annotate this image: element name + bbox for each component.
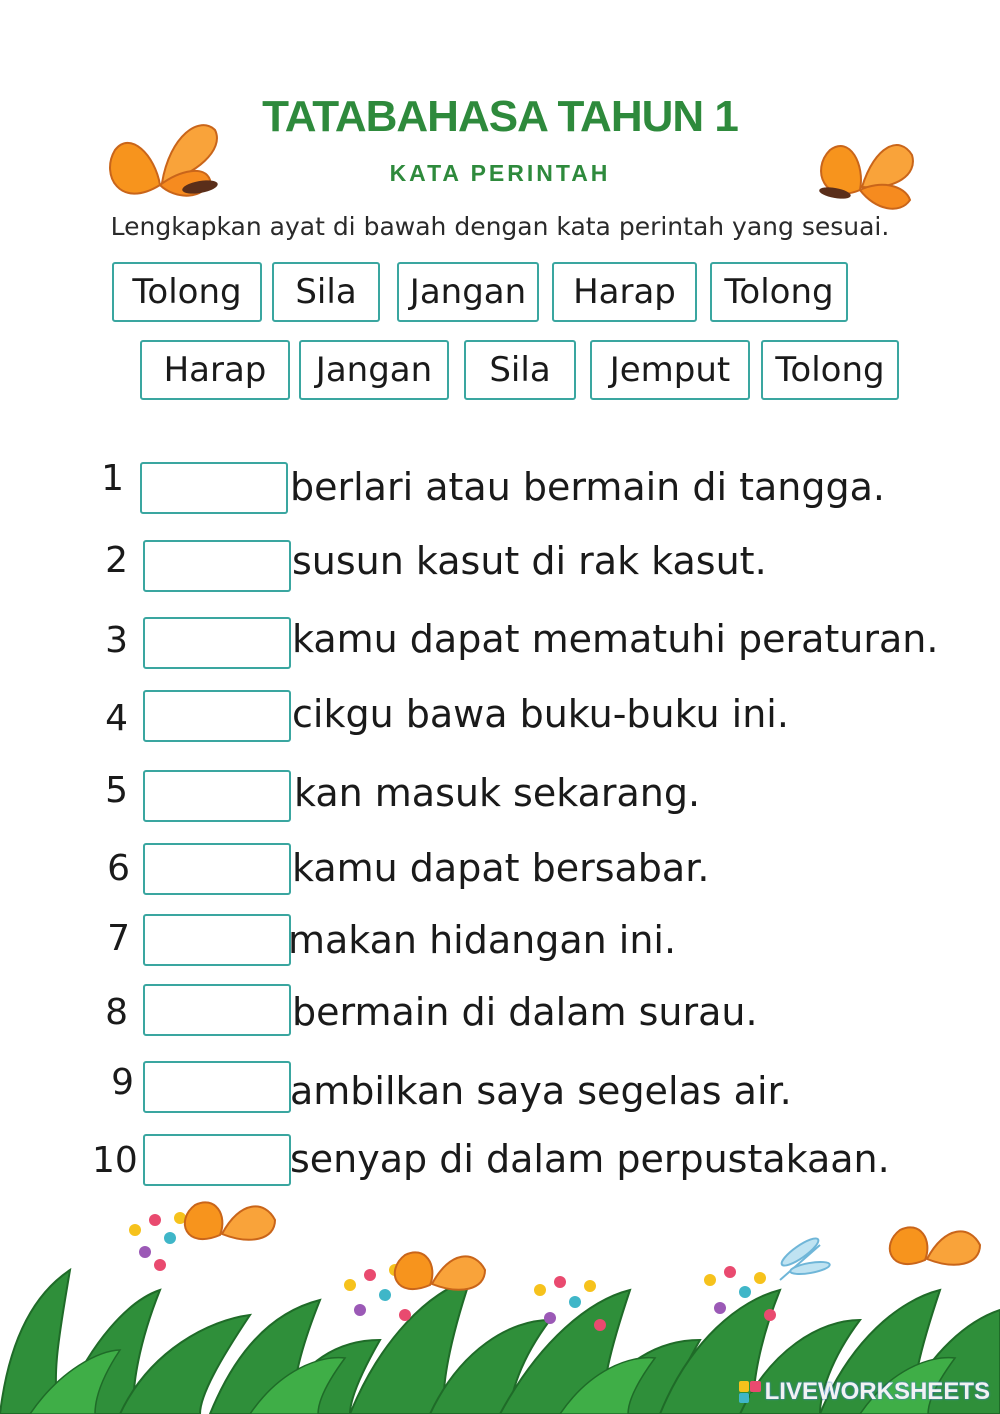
word-bank-item[interactable]: Jemput [590, 340, 750, 400]
answer-input[interactable] [143, 617, 291, 669]
question-number: 9 [111, 1062, 134, 1103]
question-number: 3 [105, 620, 128, 661]
answer-input[interactable] [143, 540, 291, 592]
question-number: 1 [101, 458, 124, 499]
word-bank-item[interactable]: Tolong [112, 262, 262, 322]
question-text: senyap di dalam perpustakaan. [290, 1137, 890, 1181]
liveworksheets-watermark [739, 1378, 990, 1406]
word-bank-item[interactable]: Sila [464, 340, 576, 400]
word-bank-item[interactable]: Harap [552, 262, 697, 322]
question-text: bermain di dalam surau. [292, 990, 758, 1034]
liveworksheets-logo-icon [739, 1381, 761, 1403]
answer-input[interactable] [143, 690, 291, 742]
word-bank-item[interactable]: Tolong [761, 340, 899, 400]
answer-input[interactable] [143, 770, 291, 822]
question-number: 7 [107, 918, 130, 959]
question-number: 6 [107, 848, 130, 889]
answer-input[interactable] [143, 1061, 291, 1113]
question-text: cikgu bawa buku-buku ini. [292, 692, 789, 736]
answer-input[interactable] [140, 462, 288, 514]
word-bank-item[interactable]: Sila [272, 262, 380, 322]
question-number: 5 [105, 770, 128, 811]
answer-input[interactable] [143, 843, 291, 895]
question-number: 8 [105, 992, 128, 1033]
word-bank-item[interactable]: Jangan [299, 340, 449, 400]
word-bank-item[interactable]: Jangan [397, 262, 539, 322]
question-number: 4 [105, 698, 128, 739]
word-bank-item[interactable]: Tolong [710, 262, 848, 322]
question-text: susun kasut di rak kasut. [292, 539, 767, 583]
question-text: kamu dapat mematuhi peraturan. [292, 617, 939, 661]
question-text: kamu dapat bersabar. [292, 846, 710, 890]
answer-input[interactable] [143, 914, 291, 966]
question-text: berlari atau bermain di tangga. [290, 465, 885, 509]
page-title: TATABAHASA TAHUN 1 [262, 92, 738, 141]
question-text: kan masuk sekarang. [294, 771, 701, 815]
question-text: ambilkan saya segelas air. [290, 1069, 792, 1113]
watermark-text: LIVEWORKSHEETS [764, 1378, 990, 1405]
answer-input[interactable] [143, 984, 291, 1036]
question-number: 2 [105, 540, 128, 581]
question-text: makan hidangan ini. [288, 918, 677, 962]
question-number: 10 [92, 1140, 138, 1181]
answer-input[interactable] [143, 1134, 291, 1186]
word-bank-item[interactable]: Harap [140, 340, 290, 400]
instruction-text: Lengkapkan ayat di bawah dengan kata perintah yang sesuai. [110, 212, 890, 241]
page-subtitle: KATA PERINTAH [389, 160, 611, 186]
